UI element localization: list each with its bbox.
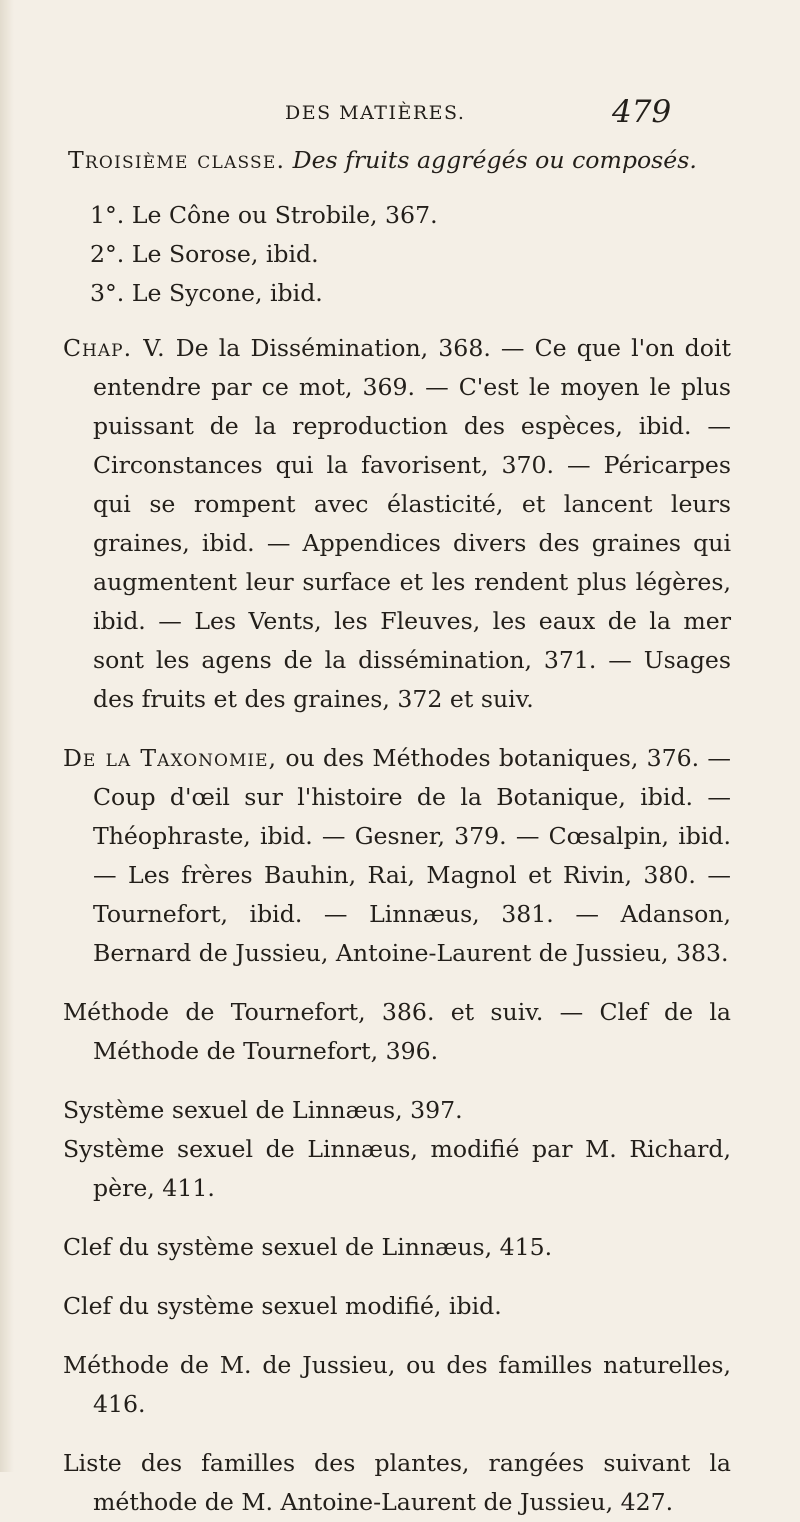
index-entry: Clef du système sexuel modifié, ibid. bbox=[63, 1292, 502, 1320]
taxonomie-entry bbox=[63, 739, 731, 973]
taxonomie-text: ou des Méthodes botaniques, 376. — Coup d'œil sur l'histoire de la Botanique, ibid. — Théophraste, ibid. — Gesner, 379. — Cœsalpin, ibid. — Les frères Bauhin, Rai, Magnol et Rivin, 380. — Tournefort, ibid. — Linnæus, 381. — Adanson, Bernard de Jussieu, Antoine-Laurent de Jussieu, 383. bbox=[93, 744, 732, 967]
classe-heading bbox=[63, 141, 731, 180]
chapter-text: De la Dissémination, 368. — Ce que l'on doit entendre par ce mot, 369. — C'est le moyen le plus puissant de la reproduction des espèces, ibid. — Circonstances qui la favorisent, 370. — Péricarpes qui se rompent avec élasticité, et lancent leurs graines, ibid. — Appendices divers des graines qui augmentent leur surface et les rendent plus légères, ibid. — Les Vents, les Fleuves, les eaux de la mer sont les agens de la dissémination, 371. — Usages des fruits et des graines, 372 et suiv. bbox=[93, 334, 731, 713]
chapter-entry bbox=[63, 329, 731, 719]
index-entry: Système sexuel de Linnæus, 397. bbox=[63, 1096, 463, 1124]
page-header bbox=[0, 94, 800, 134]
classe-title: Des fruits aggrégés ou composés. bbox=[292, 146, 697, 174]
item-number: 1°. bbox=[90, 201, 125, 229]
item-text: Le Sorose, ibid. bbox=[131, 240, 319, 268]
index-entry: Liste des familles des plantes, rangées suivant la méthode de M. Antoine-Laurent de Jussieu, 427. bbox=[63, 1449, 731, 1516]
index-entry: Méthode de M. de Jussieu, ou des familles naturelles, 416. bbox=[63, 1351, 731, 1418]
list-item bbox=[63, 274, 731, 313]
taxonomie-lead: De la Taxonomie, bbox=[63, 744, 278, 772]
index-text bbox=[63, 141, 731, 1522]
classe-lead: Troisième classe. bbox=[68, 146, 286, 174]
list-item bbox=[63, 196, 731, 235]
item-text: Le Sycone, ibid. bbox=[131, 279, 323, 307]
item-number: 3°. bbox=[90, 279, 125, 307]
running-head: DES MATIÈRES. bbox=[285, 102, 466, 124]
list-item bbox=[63, 235, 731, 274]
index-entry: Système sexuel de Linnæus, modifié par M. Richard, père, 411. bbox=[63, 1135, 731, 1202]
page-gutter-shadow bbox=[0, 0, 14, 1472]
item-text: Le Cône ou Strobile, 367. bbox=[131, 201, 438, 229]
index-entry: Clef du système sexuel de Linnæus, 415. bbox=[63, 1233, 553, 1261]
item-number: 2°. bbox=[90, 240, 125, 268]
chapter-lead: Chap. V. bbox=[63, 334, 166, 362]
index-entry: Méthode de Tournefort, 386. et suiv. — Clef de la Méthode de Tournefort, 396. bbox=[63, 998, 731, 1065]
page-number: 479 bbox=[612, 94, 672, 130]
